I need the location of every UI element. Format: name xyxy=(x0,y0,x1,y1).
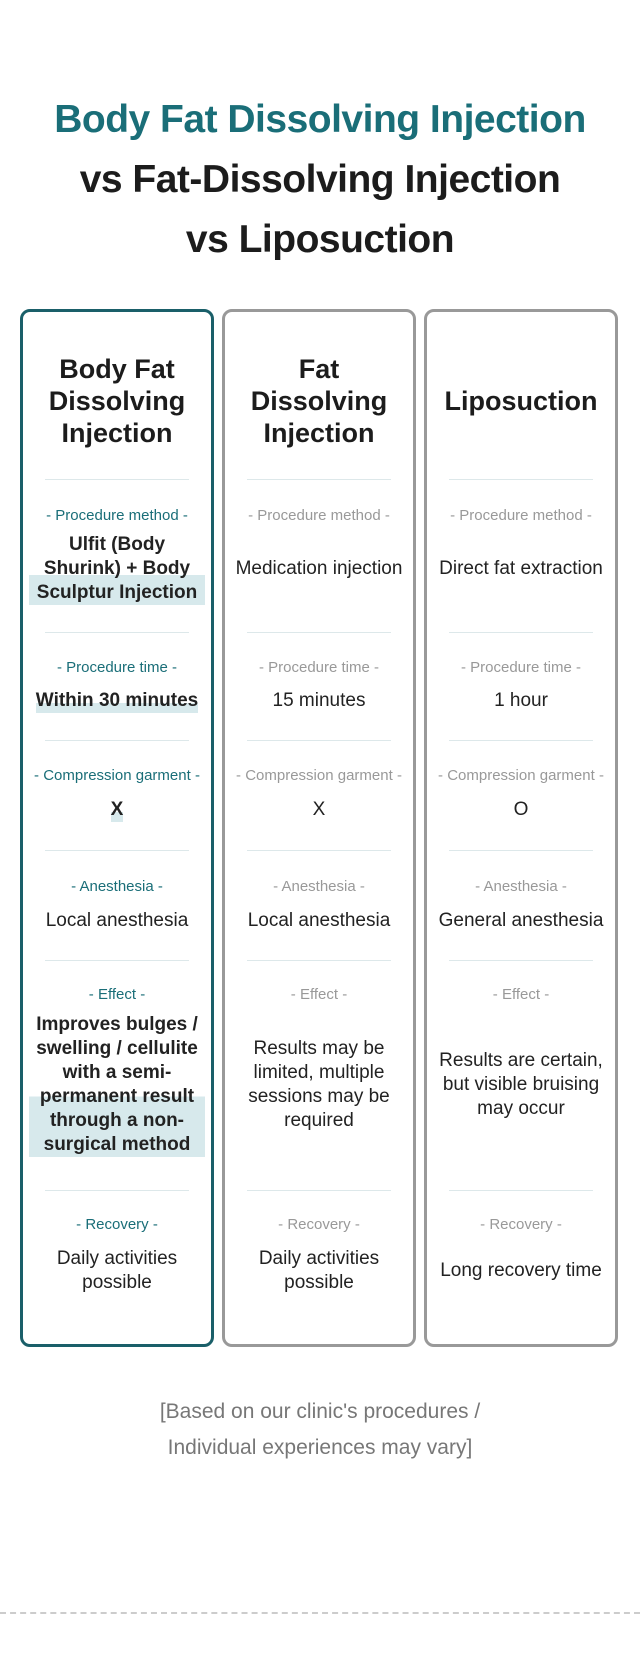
anesthesia-label: - Anesthesia - xyxy=(273,878,365,895)
disclaimer-line-2: Individual experiences may vary] xyxy=(167,1436,473,1459)
divider xyxy=(45,1190,189,1191)
title-line-1: Body Fat Dissolving Injection xyxy=(54,98,586,141)
compression-garment-value: O xyxy=(513,799,529,820)
procedure-method-label: - Procedure method - xyxy=(46,507,188,524)
effect-value: Results are certain, but visible bruising may occur xyxy=(439,1050,603,1119)
recovery-value: Daily activities possible xyxy=(56,1248,178,1293)
anesthesia-label: - Anesthesia - xyxy=(475,878,567,895)
column-body-fat-dissolving-injection xyxy=(20,309,214,1347)
divider xyxy=(449,1190,593,1191)
divider xyxy=(247,740,391,741)
divider xyxy=(449,850,593,851)
divider xyxy=(247,850,391,851)
divider xyxy=(45,632,189,633)
recovery-value: Long recovery time xyxy=(440,1260,602,1281)
divider xyxy=(449,479,593,480)
procedure-time-label: - Procedure time - xyxy=(460,659,582,676)
column-title: Liposuction xyxy=(444,386,598,416)
divider xyxy=(45,960,189,961)
procedure-time-label: - Procedure time - xyxy=(56,659,178,676)
divider xyxy=(45,479,189,480)
anesthesia-value: Local anesthesia xyxy=(45,910,189,931)
effect-value: Improves bulges / swelling / cellulite with a semi-permanent result through a non-surgical method xyxy=(23,1012,211,1158)
compression-garment-label: - Compression garment - xyxy=(34,767,200,784)
compression-garment-label: - Compression garment - xyxy=(236,767,402,784)
procedure-method-label: - Procedure method - xyxy=(248,507,390,524)
procedure-time-value: 15 minutes xyxy=(272,690,366,711)
recovery-label: - Recovery - xyxy=(76,1216,158,1233)
divider xyxy=(45,740,189,741)
anesthesia-value: General anesthesia xyxy=(438,910,604,931)
compression-garment-value: X xyxy=(110,799,124,820)
column-title: Body Fat Dissolving Injection xyxy=(48,354,186,448)
effect-label: - Effect - xyxy=(290,986,348,1003)
divider xyxy=(45,850,189,851)
compression-garment-label: - Compression garment - xyxy=(438,767,604,784)
procedure-method-value: Medication injection xyxy=(235,558,403,579)
divider xyxy=(449,960,593,961)
procedure-time-value: 1 hour xyxy=(494,690,548,711)
anesthesia-label: - Anesthesia - xyxy=(71,878,163,895)
procedure-method-value: Direct fat extraction xyxy=(439,558,603,579)
divider xyxy=(449,740,593,741)
divider xyxy=(247,960,391,961)
procedure-method-value: Ulfit (Body Shurink) + Body Sculptur Injection xyxy=(23,534,211,604)
procedure-time-value: Within 30 minutes xyxy=(35,690,199,711)
column-fat-dissolving-injection xyxy=(222,309,416,1347)
divider xyxy=(247,479,391,480)
divider xyxy=(247,1190,391,1191)
column-title: Fat Dissolving Injection xyxy=(250,354,388,448)
disclaimer-line-1: [Based on our clinic's procedures / xyxy=(159,1400,481,1423)
effect-label: - Effect - xyxy=(492,986,550,1003)
compression-garment-value: X xyxy=(312,799,326,820)
recovery-label: - Recovery - xyxy=(480,1216,562,1233)
effect-value: Results may be limited, multiple sessions may be required xyxy=(248,1038,390,1131)
title-line-3: vs Liposuction xyxy=(185,218,455,261)
recovery-label: - Recovery - xyxy=(278,1216,360,1233)
divider xyxy=(247,632,391,633)
effect-label: - Effect - xyxy=(88,986,146,1003)
procedure-time-label: - Procedure time - xyxy=(258,659,380,676)
recovery-value: Daily activities possible xyxy=(258,1248,380,1293)
divider xyxy=(449,632,593,633)
procedure-method-label: - Procedure method - xyxy=(450,507,592,524)
anesthesia-value: Local anesthesia xyxy=(247,910,391,931)
title-line-2: vs Fat-Dissolving Injection xyxy=(79,158,561,201)
column-liposuction xyxy=(424,309,618,1347)
dashed-divider xyxy=(0,1612,640,1614)
